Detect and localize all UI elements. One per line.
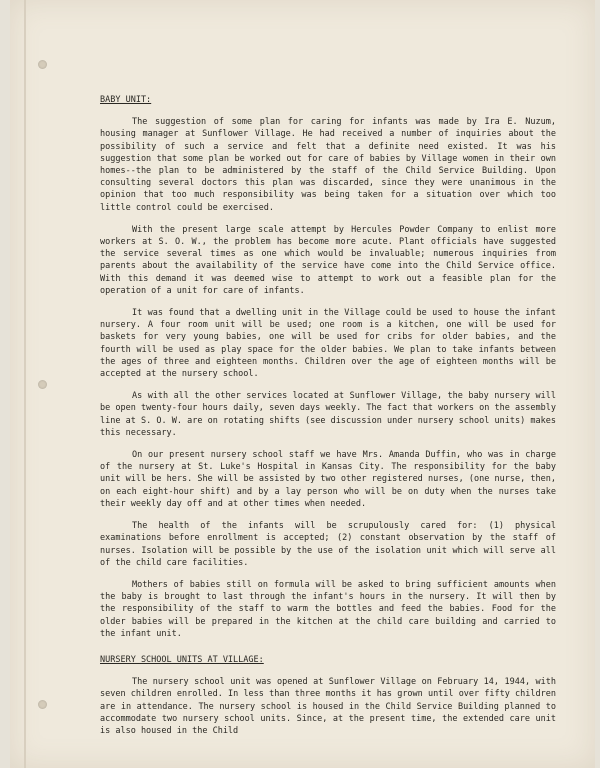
punch-hole (38, 700, 47, 709)
paragraph: The nursery school unit was opened at Sunflower Village on February 14, 1944, with seven children enrolled. In less than three months it has grown until over fifty children are in attendance. The nursery school is housed in the Child Service Building planned to accommodate two nursery school units. Since, at the present time, the extended care unit is also housed in the Child (100, 677, 556, 736)
paragraph: On our present nursery school staff we have Mrs. Amanda Duffin, who was in charge of the nursery at St. Luke's Hospital in Kansas City. The responsibility for the baby unit will be hers. She will be assisted by two other registered nurses, (one nurse, then, on each eight-hour shift) and by a lay person who will be on duty when the nurses take their weekly day off and at other times when needed. (100, 450, 556, 509)
paragraph: It was found that a dwelling unit in the Village could be used to house the infant nursery. A four room unit will be used; one room is a kitchen, one will be used for baskets for very young babies, one will be used for cribs for older babies, and the fourth will be used as play space for the older babies. We plan to take infants between the ages of three and eighteen months. Children over the age of eighteen months will be accepted at the nursery school. (100, 308, 556, 380)
section-heading-nursery-school-units: NURSERY SCHOOL UNITS AT VILLAGE: (100, 654, 264, 665)
paragraph: The health of the infants will be scrupulously cared for: (1) physical examinations before enrollment is accepted; (2) constant observation by the staff of nurses. Isolation will be possible by the use of the isolation unit which will serve all of the child care facilities. (100, 521, 556, 568)
paragraph: The suggestion of some plan for caring for infants was made by Ira E. Nuzum, housing manager at Sunflower Village. He had received a number of inquiries about the possibility of such a service and felt that a definite need existed. It was his suggestion that some plan be worked out for care of babies by Village women in their own homes--the plan to be administered by the staff of the Child Service Building. Upon consulting several doctors this plan was discarded, since they were unanimous in the opinion that too much responsibility was being taken for a situation over which too little control could be exercised. (100, 117, 556, 213)
typed-document (100, 94, 556, 737)
paper-sheet (10, 0, 595, 768)
page-edge (24, 0, 26, 768)
punch-hole (38, 60, 47, 69)
paragraph: With the present large scale attempt by Hercules Powder Company to enlist more workers at S. O. W., the problem has become more acute. Plant officials have suggested the service several times as one which would be invaluable; numerous inquiries from parents about the availability of the service have come into the Child Service office. With this demand it was deemed wise to attempt to work out a feasible plan for the operation of a unit for care of infants. (100, 224, 556, 296)
punch-hole (38, 380, 47, 389)
paragraph: Mothers of babies still on formula will be asked to bring sufficient amounts when the baby is brought to last through the infant's hours in the nursery. It will then by the responsibility of the staff to warm the bottles and feed the babies. Food for the older babies will be prepared in the kitchen at the child care building and carried to the infant unit. (100, 579, 556, 639)
paragraph: As with all the other services located at Sunflower Village, the baby nursery will be open twenty-four hours daily, seven days weekly. The fact that workers on the assembly line at S. O. W. are on rotating shifts (see discussion under nursery school units) makes this necessary. (100, 391, 556, 438)
section-heading-baby-unit: BABY UNIT: (100, 95, 152, 105)
